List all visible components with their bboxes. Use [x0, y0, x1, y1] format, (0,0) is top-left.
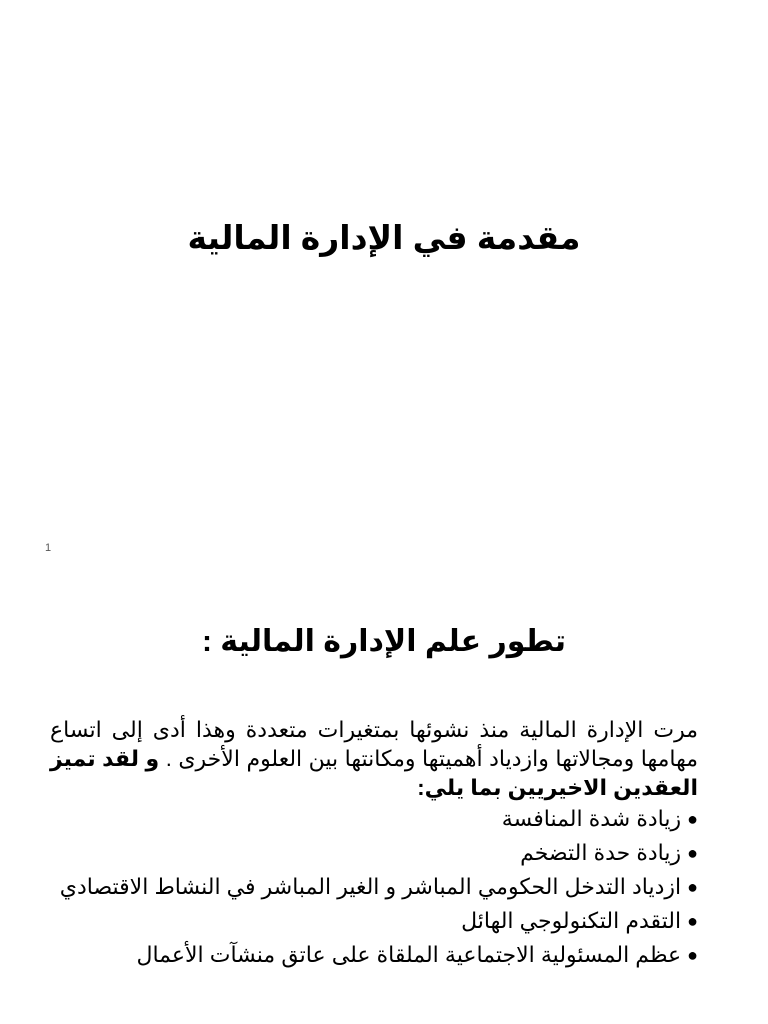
slide-title: مقدمة في الإدارة المالية — [187, 219, 581, 256]
list-item — [50, 802, 698, 836]
list-item-text: عظم المسئولية الاجتماعية الملقاة على عاتق منشآت الأعمال — [136, 942, 682, 967]
list-item-text: التقدم التكنولوجي الهائل — [461, 908, 682, 933]
intro-text: مرت الإدارة المالية منذ نشوئها بمتغيرات متعددة وهذا أدى إلى اتساع مهامها ومجالاتها وازدياد أهميتها ومكانتها بين العلوم الأخرى . — [50, 717, 698, 771]
slide-title: تطور علم الإدارة المالية : — [201, 625, 567, 658]
list-item — [50, 904, 698, 938]
bullet-icon: ● — [687, 843, 698, 863]
list-item-text: ازدياد التدخل الحكومي المباشر و الغير المباشر في النشاط الاقتصادي — [59, 874, 682, 899]
bullet-icon: ● — [687, 911, 698, 931]
bullet-icon: ● — [687, 809, 698, 829]
intro-bold-text: و لقد تميز العقدين الاخيريين بما يلي: — [50, 746, 698, 800]
list-item-text: زيادة شدة المنافسة — [501, 806, 682, 831]
intro-paragraph — [50, 715, 698, 802]
bullet-icon: ● — [687, 877, 698, 897]
bullet-list — [50, 802, 698, 972]
list-item — [50, 938, 698, 972]
slide-2 — [0, 575, 768, 1024]
list-item-text: زيادة حدة التضخم — [520, 840, 682, 865]
page-number: 1 — [45, 542, 52, 554]
list-item — [50, 870, 698, 904]
slide-body — [50, 715, 698, 972]
list-item — [50, 836, 698, 870]
bullet-icon: ● — [687, 945, 698, 965]
